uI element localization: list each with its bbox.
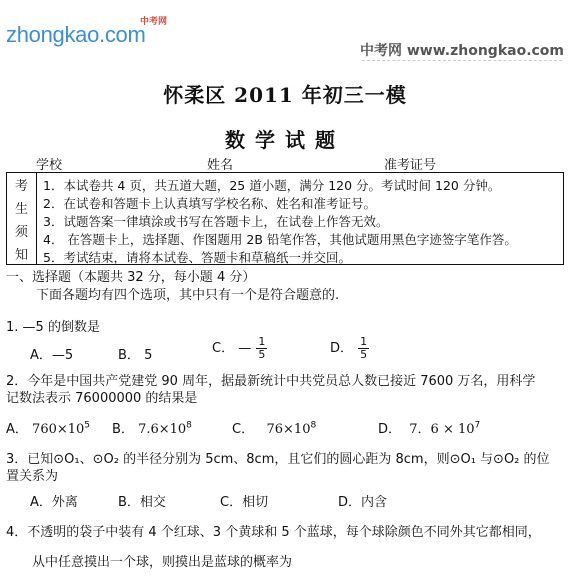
- notice-side-label: 考 生 须 知: [7, 173, 37, 264]
- question-4-stem-continued: 从中任意摸出一个球，则摸出是蓝球的概率为: [32, 555, 293, 570]
- question-3-stem-continued: 置关系为: [6, 469, 59, 484]
- school-field: [36, 154, 202, 173]
- fraction: $\frac{1}{5}$: [258, 335, 266, 361]
- q3-option-c: C．相切: [220, 495, 269, 510]
- school-label: 学校: [36, 158, 63, 173]
- q1-option-b: B． 5: [118, 348, 153, 363]
- question-3-stem: 3．已知⊙O₁、⊙O₂ 的半径分别为 5cm、8cm，且它们的圆心距为 8cm，则⊙O₁ 与⊙O₂ 的位: [6, 452, 550, 467]
- notice-item: 4． 在答题卡上，选择题、作图题用 2B 铅笔作答，其他试题用黑色字迹签字笔作答。: [43, 232, 517, 247]
- q3-option-a: A．外离: [30, 495, 78, 510]
- section-instruction: 下面各题均有四个选项，其中只有一个是符合题意的.: [36, 288, 340, 303]
- question-1-stem: 1. —5 的倒数是: [6, 320, 100, 335]
- ticket-blank: [436, 158, 544, 173]
- fraction: $\frac{1}{5}$: [360, 335, 368, 361]
- name-label: 姓名: [207, 158, 234, 173]
- notice-item: 1．本试卷共 4 页，共五道大题，25 道小题，满分 120 分。考试时间 120 分钟。: [43, 178, 501, 193]
- header-divider: [362, 60, 562, 61]
- section-heading: 一、选择题（本题共 32 分，每小题 4 分）: [6, 270, 256, 285]
- q1-option-c: C． — $\frac{1}{5}$: [212, 335, 266, 361]
- notice-item: 2．在试卷和答题卡上认真填写学校名称、姓名和准考证号。: [43, 196, 376, 211]
- ticket-label: 准考证号: [384, 158, 437, 173]
- q3-option-b: B．相交: [118, 495, 166, 510]
- question-4-stem: 4．不透明的袋子中装有 4 个红球、3 个黄球和 5 个蓝球，每个球除颜色不同外其它都相同，: [6, 525, 541, 540]
- logo-domain: .com: [99, 22, 146, 47]
- q1-option-d: D． $\frac{1}{5}$: [330, 335, 368, 361]
- logo-tag: 中考网: [140, 17, 168, 27]
- q2-option-b: B． $7.6\times 10^8$: [112, 420, 192, 437]
- question-2-stem: 2．今年是中国共产党建党 90 周年，据最新统计中共党员总人数已接近 7600 万名，用科学: [6, 374, 536, 389]
- ticket-field: [384, 154, 544, 173]
- exam-subtitle: 数学试题: [225, 128, 345, 152]
- logo-text: zhongkao: [6, 22, 100, 47]
- site-url-text: 中考网 www.zhongkao.com: [360, 43, 565, 59]
- question-2-stem-continued: 记数法表示 76000000 的结果是: [6, 391, 198, 406]
- school-blank: [62, 158, 202, 173]
- name-blank: [233, 158, 363, 173]
- notice-item: 5．考试结束，请将本试卷、答题卡和草稿纸一并交回。: [43, 250, 351, 265]
- q1-option-a: A．—5: [30, 348, 74, 363]
- exam-title: 怀柔区 2011 年初三一模: [163, 83, 407, 107]
- notice-item: 3．试题答案一律填涂或书写在答题卡上，在试卷上作答无效。: [43, 214, 389, 229]
- site-logo: [6, 22, 146, 48]
- q2-option-c: C． $76\times 10^8$: [232, 420, 317, 437]
- exam-notice-box: [6, 172, 564, 265]
- q2-option-a: A． $760\times 10^5$: [6, 420, 91, 437]
- name-field: [207, 154, 363, 173]
- q2-option-d: D． 7．$6 \times 10^7$: [378, 420, 481, 437]
- q3-option-d: D．内含: [338, 495, 388, 510]
